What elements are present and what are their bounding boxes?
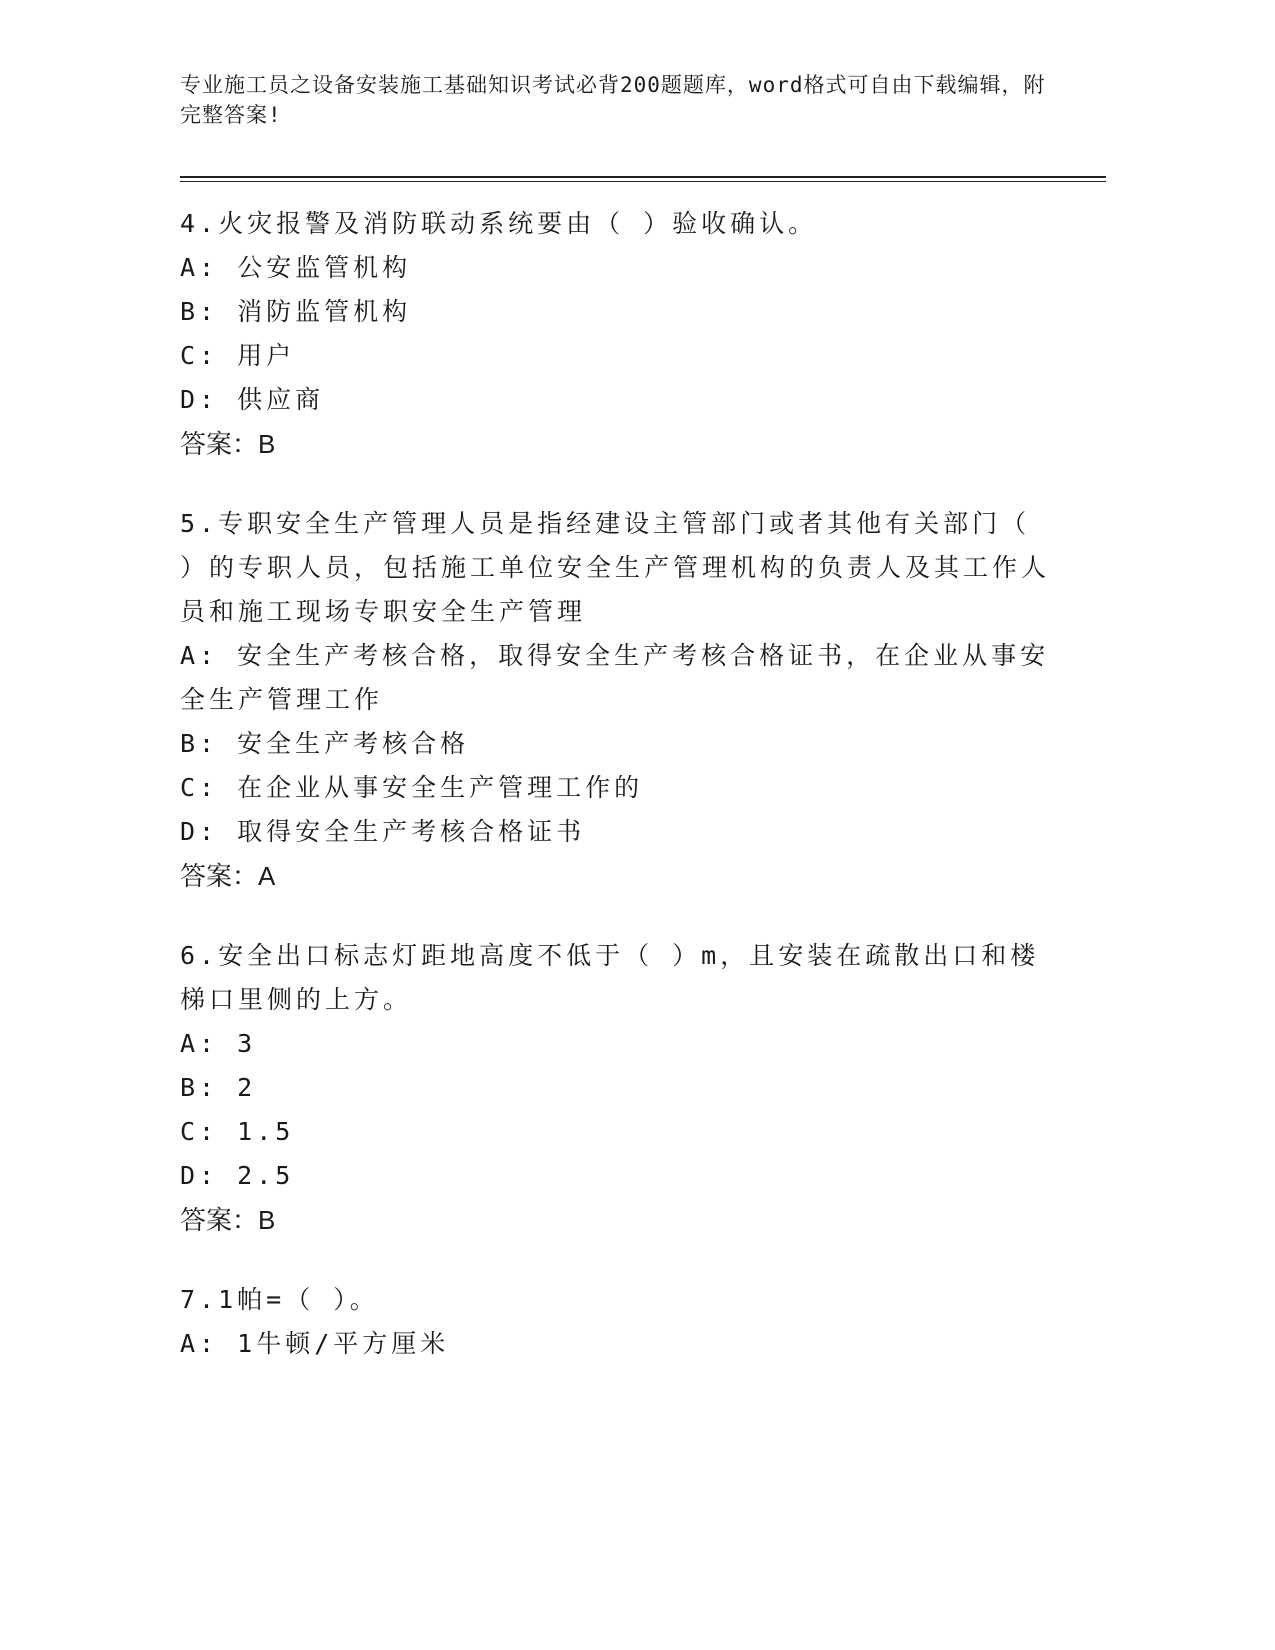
option-a: A: 1牛顿/平方厘米: [180, 1329, 450, 1358]
answer-label: 答案：B: [180, 429, 276, 459]
option-d: D: 2.5: [180, 1161, 295, 1190]
option-b: B: 安全生产考核合格: [180, 729, 470, 758]
question-stem: 5.专职安全生产管理人员是指经建设主管部门或者其他有关部门（ ）的专职人员，包括施工单位安全生产管理机构的负责人及其工作人员和施工现场专职安全生产管理: [180, 509, 1051, 626]
option-a: A: 3: [180, 1029, 257, 1058]
question-stem: 4.火灾报警及消防联动系统要由（ ）验收确认。: [180, 209, 818, 238]
question-list: [180, 202, 1060, 1402]
option-a: A: 安全生产考核合格，取得安全生产考核合格证书，在企业从事安全生产管理工作: [180, 641, 1050, 714]
option-d: D: 供应商: [180, 385, 325, 414]
question-stem: 6.安全出口标志灯距地高度不低于（ ）m，且安装在疏散出口和楼梯口里侧的上方。: [180, 941, 1040, 1014]
option-b: B: 2: [180, 1073, 257, 1102]
question-4: [180, 202, 1060, 466]
question-7: [180, 1278, 1060, 1366]
option-c: C: 用户: [180, 341, 296, 370]
question-6: [180, 934, 1060, 1242]
question-stem: 7.1帕=（ ）。: [180, 1285, 379, 1314]
header-rule-thin: [180, 181, 1106, 182]
option-a: A: 公安监管机构: [180, 253, 412, 282]
option-c: C: 1.5: [180, 1117, 295, 1146]
option-b: B: 消防监管机构: [180, 297, 412, 326]
document-header: 专业施工员之设备安装施工基础知识考试必背200题题库，word格式可自由下载编辑，附完整答案!: [180, 73, 1046, 127]
option-c: C: 在企业从事安全生产管理工作的: [180, 773, 644, 802]
option-d: D: 取得安全生产考核合格证书: [180, 817, 586, 846]
answer-label: 答案：B: [180, 1205, 276, 1235]
question-5: [180, 502, 1060, 898]
header-rule-thick: [180, 176, 1106, 178]
answer-label: 答案：A: [180, 861, 276, 891]
